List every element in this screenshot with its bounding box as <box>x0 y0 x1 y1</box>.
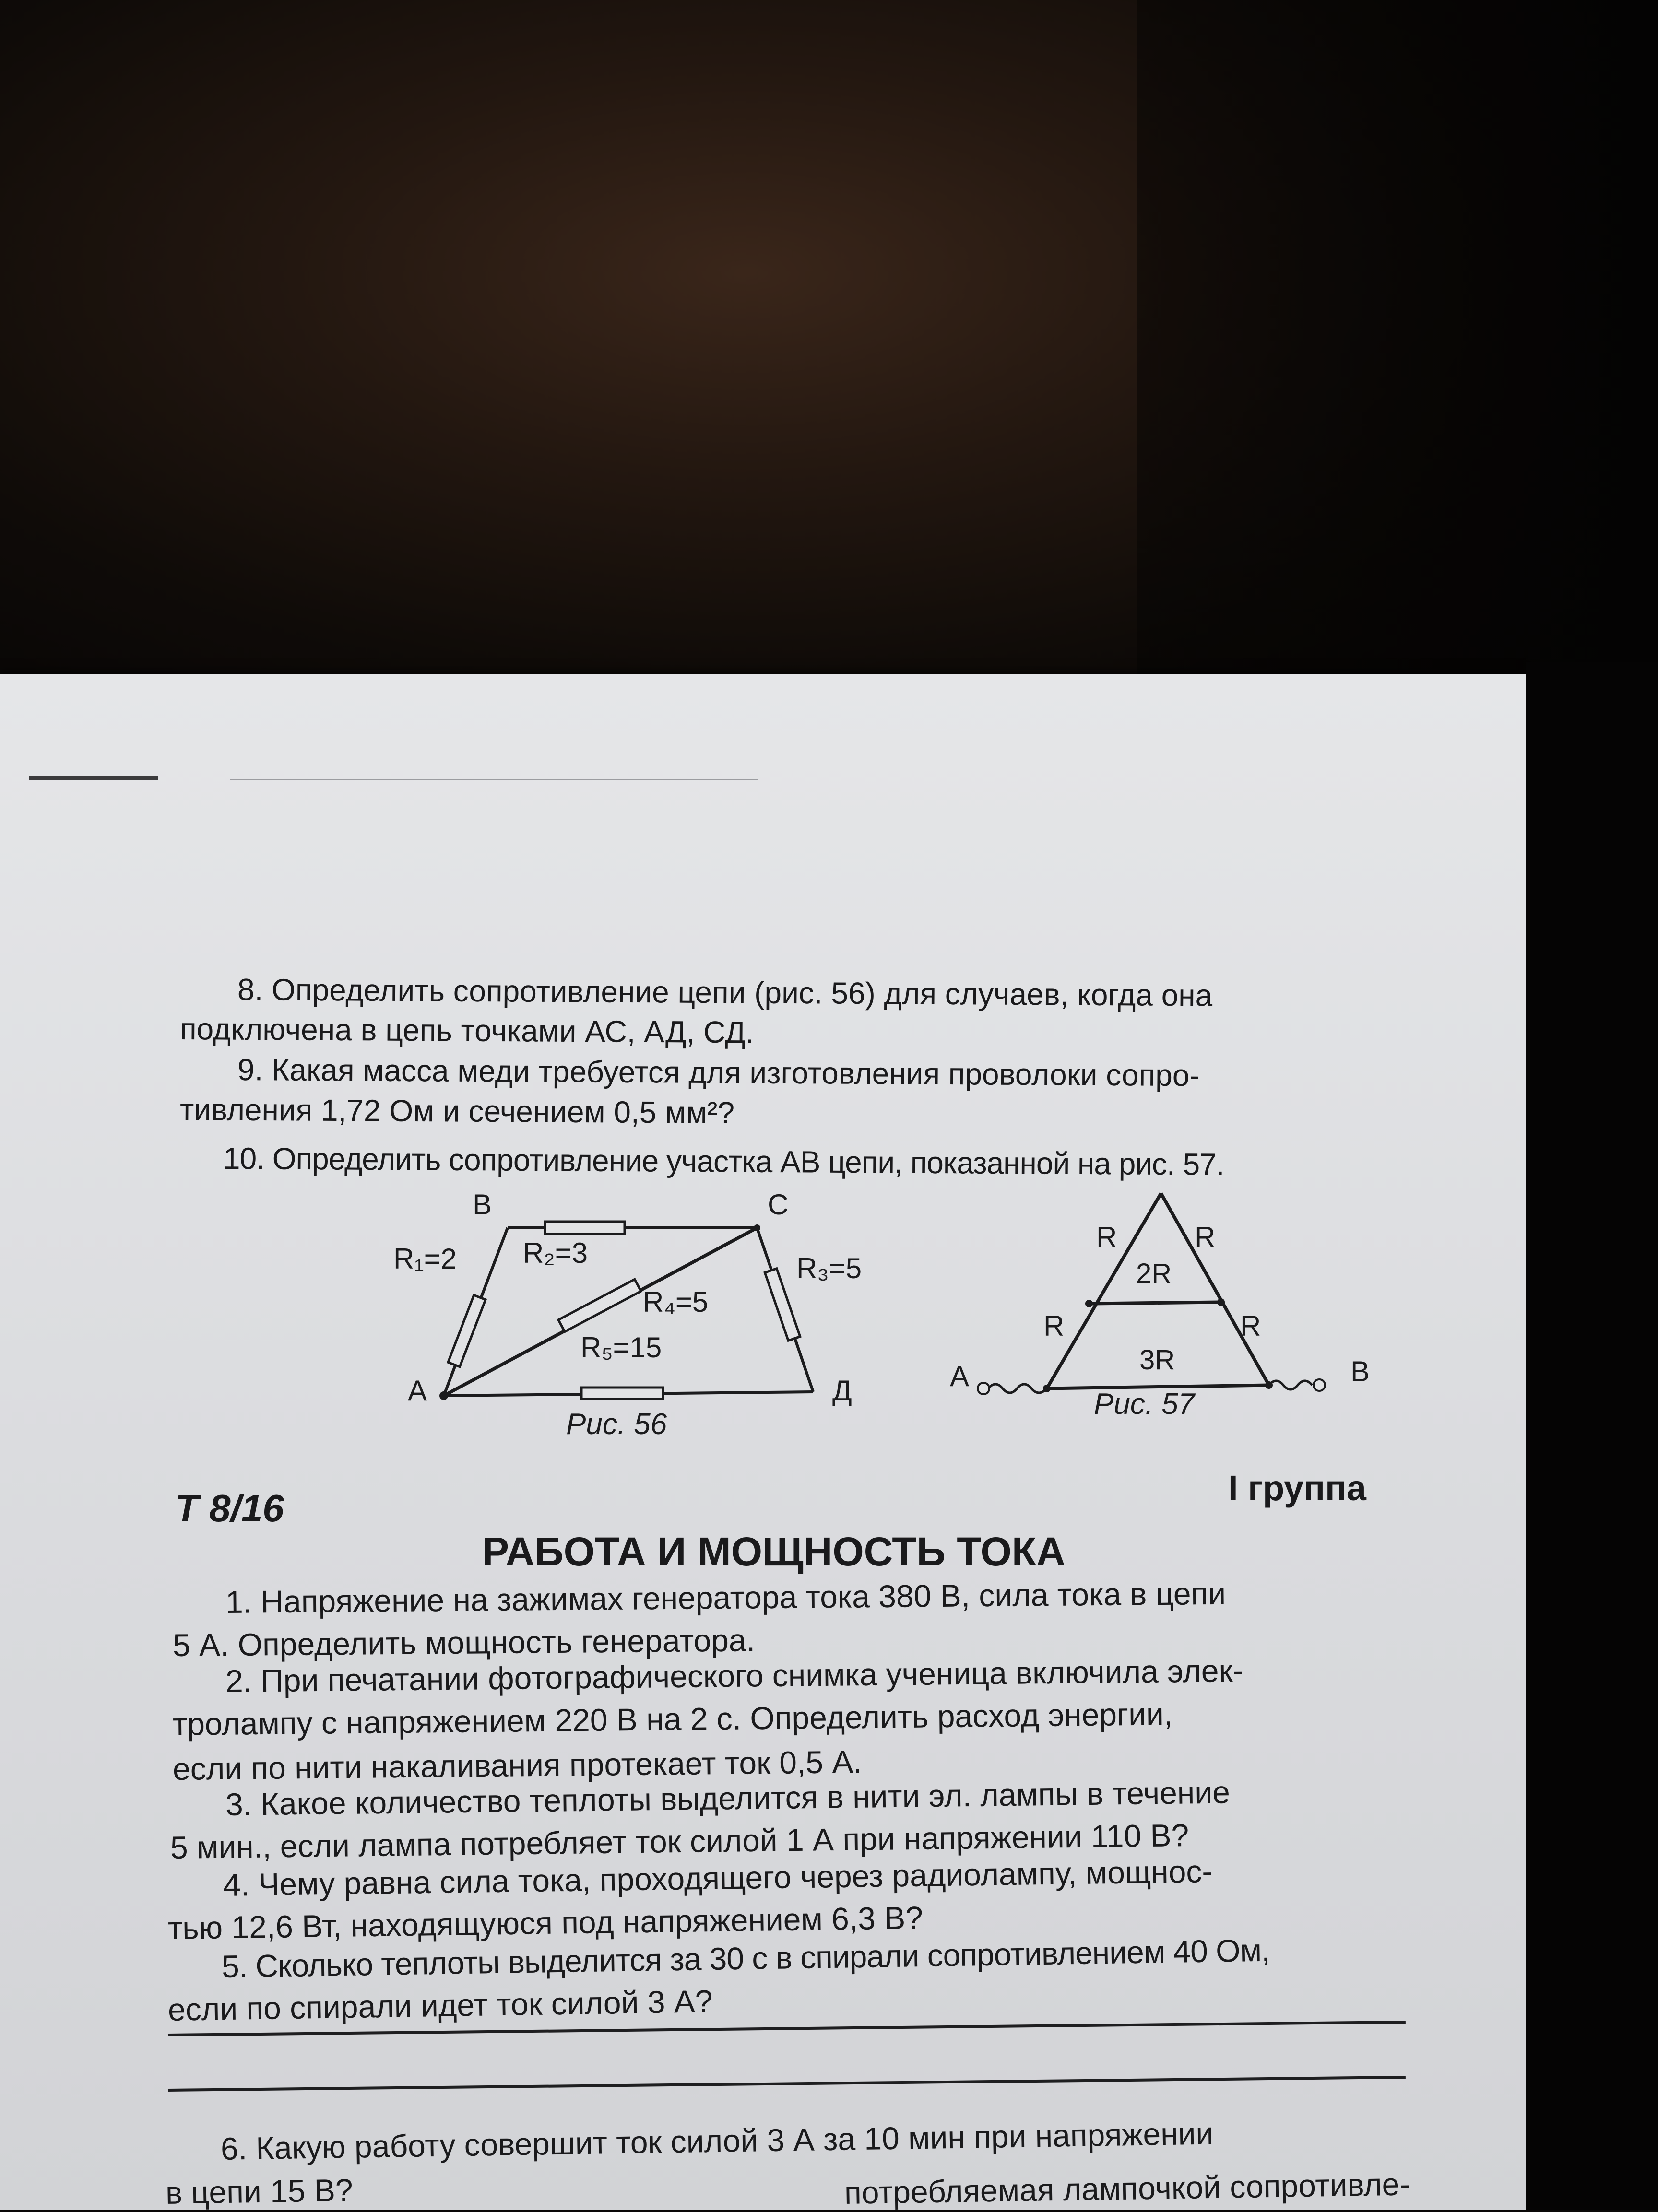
problem-5-line1: 5. Сколько теплоты выделится за 30 с в спирали сопротивлением 40 Ом, <box>221 1932 1270 1984</box>
figure-57-circuit <box>940 1185 1401 1453</box>
terminal-a-wire <box>988 1384 1047 1393</box>
r-2r-label: 2R <box>1136 1258 1172 1289</box>
r-mid-right-label: R <box>1240 1310 1261 1342</box>
page-top-rule-thin <box>230 779 758 780</box>
r5-label: R₅=15 <box>580 1331 662 1364</box>
section-code: Т 8/16 <box>175 1487 284 1530</box>
terminal-b <box>1314 1379 1325 1391</box>
page-edge-shadow <box>1526 662 1658 2210</box>
r-mid-left-label: R <box>1043 1310 1065 1342</box>
problem-9-line2: тивления 1,72 Ом и сечением 0,5 мм²? <box>179 1092 735 1130</box>
r3-label: R₃=5 <box>796 1252 862 1284</box>
problem-5-line2: если по спирали идет ток силой 3 А? <box>167 1983 713 2027</box>
terminal-b-label: В <box>1350 1355 1370 1388</box>
resistor-r3 <box>765 1269 800 1341</box>
r1-label: R₁=2 <box>393 1243 457 1275</box>
node-d-label: Д <box>832 1375 852 1407</box>
problem-8-line1: 8. Определить сопротивление цепи (рис. 56) для случаев, когда она <box>237 972 1213 1013</box>
node-c-label: С <box>768 1188 789 1221</box>
junction-left <box>1085 1300 1093 1307</box>
page-top-rule <box>29 776 158 780</box>
problem-4-line2: тью 12,6 Вт, находящуюся под напряжением 6,3 В? <box>167 1900 924 1946</box>
node-a-dot <box>439 1391 448 1400</box>
terminal-a <box>978 1383 989 1394</box>
problem-4-line1: 4. Чему равна сила тока, проходящего через радиолампу, мощнос- <box>223 1853 1213 1903</box>
problem-7-fragment: потребляемая лампочкой сопротивле- <box>844 2166 1410 2211</box>
node-c-dot <box>754 1224 760 1231</box>
resistor-r5 <box>581 1388 663 1399</box>
problem-1-line1: 1. Напряжение на зажимах генератора тока 380 В, сила тока в цепи <box>225 1575 1226 1620</box>
section-title: РАБОТА И МОЩНОСТЬ ТОКА <box>482 1529 1066 1574</box>
r2-label: R₂=3 <box>523 1237 588 1269</box>
problem-2-line3: если по нити накаливания протекает ток 0,5 А. <box>172 1743 863 1787</box>
problem-2-line2: тролампу с напряжением 220 В на 2 с. Определить расход энергии, <box>172 1696 1173 1742</box>
problem-3-line1: 3. Какое количество теплоты выделится в нити эл. лампы в течение <box>225 1774 1231 1822</box>
fig56-caption: Рис. 56 <box>566 1408 667 1441</box>
problem-1-line2: 5 А. Определить мощность генератора. <box>172 1622 756 1663</box>
junction-right <box>1217 1298 1225 1306</box>
problem-3-line2: 5 мин., если лампа потребляет ток силой 1 А при напряжении 110 В? <box>170 1817 1189 1865</box>
terminal-b-wire <box>1269 1381 1312 1389</box>
r-top-right-label: R <box>1195 1221 1216 1253</box>
fig57-caption: Рис. 57 <box>1094 1388 1195 1421</box>
node-b-label: В <box>473 1188 492 1221</box>
problem-8-line2: подключена в цепь точками АС, АД, СД. <box>179 1012 755 1050</box>
problem-9-line1: 9. Какая масса меди требуется для изготовления проволоки сопро- <box>237 1052 1200 1093</box>
section-group: I группа <box>1228 1468 1366 1508</box>
resistor-r1 <box>448 1295 486 1366</box>
node-a-label: А <box>408 1375 427 1407</box>
problem-6-line1: 6. Какую работу совершит ток силой 3 А за 10 мин при напряжении <box>220 2115 1214 2166</box>
resistor-r2 <box>545 1222 625 1234</box>
problem-6-line2: в цепи 15 В? <box>165 2172 354 2211</box>
problem-10-line1: 10. Определить сопротивление участка АВ цепи, показанной на рис. 57. <box>223 1141 1224 1182</box>
r-3r-label: 3R <box>1139 1344 1175 1376</box>
background-shadow <box>1137 0 1658 681</box>
terminal-a-label: А <box>950 1360 970 1392</box>
problem-2-line1: 2. При печатании фотографического снимка ученица включила элек- <box>225 1652 1244 1699</box>
figure-56-circuit <box>374 1185 926 1453</box>
r-top-left-label: R <box>1096 1221 1117 1253</box>
r4-label: R₄=5 <box>643 1286 709 1318</box>
resistor-r4 <box>558 1279 641 1331</box>
wire-middle <box>1089 1302 1221 1304</box>
